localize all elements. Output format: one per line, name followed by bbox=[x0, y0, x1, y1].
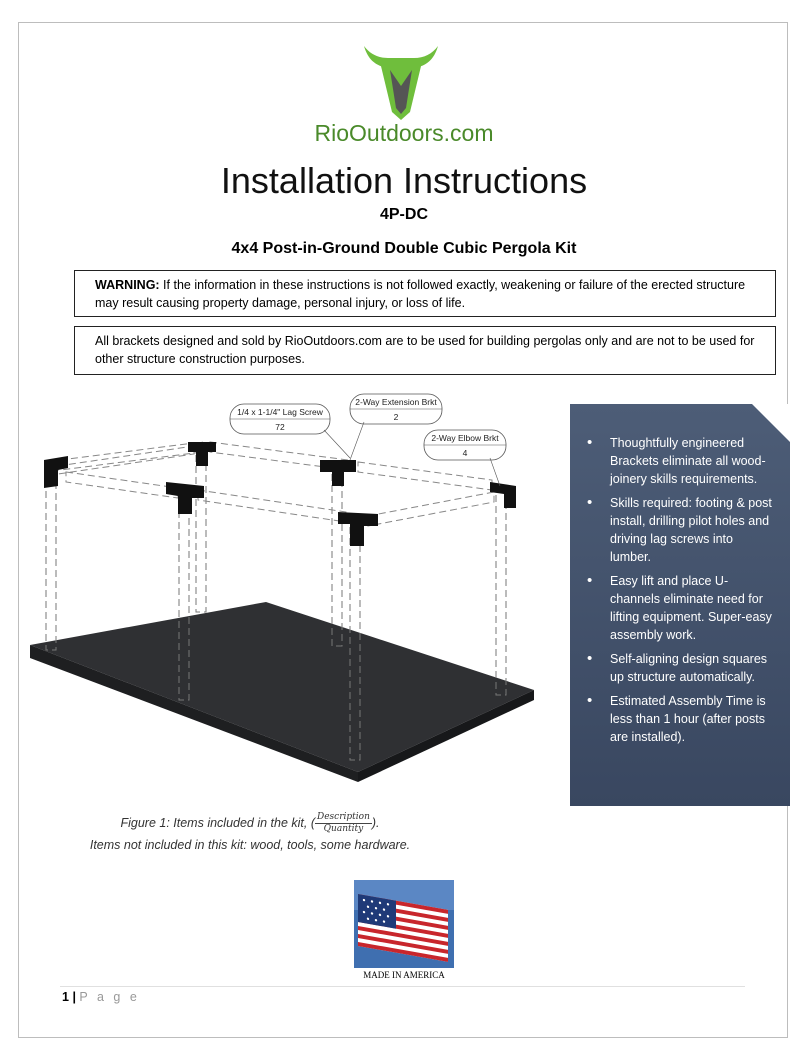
bull-logo-icon bbox=[360, 40, 442, 122]
caption-suffix: ). bbox=[371, 815, 380, 830]
figure-caption bbox=[0, 812, 500, 835]
post-back-mid bbox=[196, 452, 206, 612]
callout-elbow-bracket bbox=[424, 430, 506, 486]
bracket-front-left bbox=[166, 482, 204, 514]
feature-item: • Self-aligning design squares up structure automatically. bbox=[610, 650, 774, 686]
page-title: Installation Instructions bbox=[220, 160, 588, 201]
callout-lag-screw-qty: 72 bbox=[275, 422, 285, 432]
feature-item: • Thoughtfully engineered Brackets eliminate all wood-joinery skills requirements. bbox=[610, 434, 774, 488]
bracket-front-right bbox=[490, 482, 516, 508]
usage-notice-text: All brackets designed and sold by RioOutdoors.com are to be used for building pergolas only and are not to be used for other structure construction purposes. bbox=[95, 334, 755, 366]
post-front-right bbox=[496, 490, 506, 695]
feature-item: • Skills required: footing & post install, drilling pilot holes and driving lag screws into lumber. bbox=[610, 494, 774, 566]
callout-elbow-bracket-name: 2-Way Elbow Brkt bbox=[431, 433, 499, 443]
bracket-back-right bbox=[320, 460, 356, 486]
bracket-front-mid bbox=[338, 512, 378, 546]
pergola-diagram bbox=[28, 390, 558, 790]
beam-right-back bbox=[358, 462, 492, 490]
feature-item: • Estimated Assembly Time is less than 1 hour (after posts are installed). bbox=[610, 692, 774, 746]
warning-label: WARNING: bbox=[95, 278, 160, 292]
callout-extension-bracket-qty: 2 bbox=[393, 412, 399, 422]
beam-front-mid bbox=[198, 490, 346, 522]
fraction-denominator: Quantity bbox=[323, 824, 364, 834]
usage-notice-box bbox=[74, 326, 776, 375]
beam-front-right bbox=[368, 492, 494, 526]
feature-panel bbox=[570, 404, 790, 806]
beam-left-side bbox=[58, 446, 194, 474]
page-label: P a g e bbox=[79, 990, 140, 1004]
callouts bbox=[230, 394, 506, 486]
footer-rule bbox=[60, 986, 745, 987]
made-in-label: MADE IN AMERICA bbox=[363, 970, 445, 980]
caption-prefix: Figure 1: Items included in the kit, ( bbox=[120, 815, 316, 830]
post-back-right bbox=[332, 468, 342, 646]
kit-subtitle: 4x4 Post-in-Ground Double Cubic Pergola Kit bbox=[231, 240, 577, 257]
callout-extension-bracket-name: 2-Way Extension Brkt bbox=[355, 397, 437, 407]
beam-front-left bbox=[66, 472, 178, 498]
warning-box bbox=[74, 270, 776, 317]
footer-separator: | bbox=[72, 990, 76, 1004]
feature-list bbox=[570, 404, 790, 746]
page-number: 1 bbox=[62, 990, 69, 1004]
fraction-numerator: Description bbox=[317, 812, 370, 822]
bracket-back-left bbox=[44, 456, 68, 488]
callout-lag-screw-name: 1/4 x 1-1/4" Lag Screw bbox=[237, 407, 323, 417]
model-number: 4P-DC bbox=[379, 206, 428, 223]
page-footer bbox=[62, 990, 140, 1004]
caption-fraction bbox=[315, 812, 372, 835]
callout-lag-screw bbox=[230, 404, 350, 458]
callout-elbow-bracket-qty: 4 bbox=[462, 448, 468, 458]
post-back-left bbox=[46, 470, 56, 650]
feature-item: • Easy lift and place U-channels eliminate need for lifting equipment. Super-easy assembly work. bbox=[610, 572, 774, 644]
warning-text: If the information in these instructions is not followed exactly, weakening or failure of the erected structure may result causing property damage, personal injury, or loss of life. bbox=[95, 278, 746, 310]
brand-name: RioOutdoors.com bbox=[314, 120, 494, 146]
american-flag-icon bbox=[354, 880, 454, 968]
not-included-note: Items not included in this kit: wood, tools, some hardware. bbox=[89, 838, 411, 852]
